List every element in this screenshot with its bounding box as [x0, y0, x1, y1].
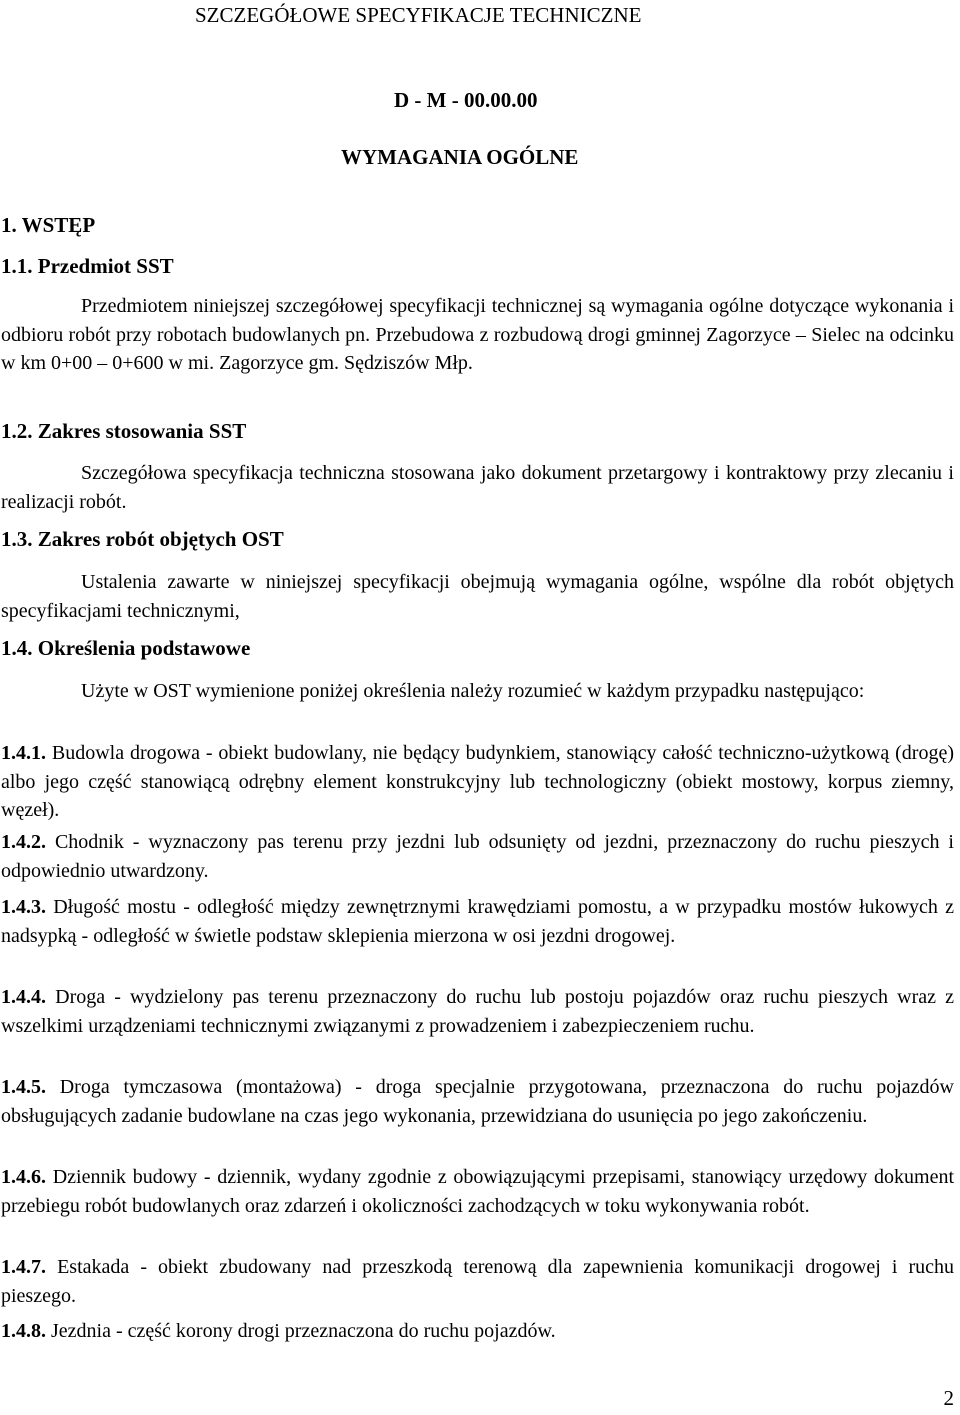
page-number: 2 — [943, 1386, 954, 1410]
definition-number: 1.4.6. — [1, 1166, 46, 1188]
definition-1-4-8 — [1, 1317, 954, 1346]
document-title: SZCZEGÓŁOWE SPECYFIKACJE TECHNICZNE — [195, 3, 642, 27]
section-heading-1-1: 1.1. Przedmiot SST — [1, 254, 174, 278]
definition-text: Budowla drogowa - obiekt budowlany, nie będący budynkiem, stanowiący całość techniczno-użytkową (drogę) albo jego część stanowiącą odrębny element konstrukcyjny lub technologiczny (obiekt mostowy, korpus ziemny, węzeł). — [1, 742, 954, 821]
definition-number: 1.4.3. — [1, 896, 46, 918]
definition-1-4-5 — [1, 1073, 954, 1130]
definition-number: 1.4.5. — [1, 1076, 46, 1098]
definition-number: 1.4.7. — [1, 1256, 46, 1278]
section-heading-1-2: 1.2. Zakres stosowania SST — [1, 419, 247, 443]
definition-text: Dziennik budowy - dziennik, wydany zgodnie z obowiązującymi przepisami, stanowiący urzędowy dokument przebiegu robót budowlanych oraz zdarzeń i okoliczności zachodzących w toku wykonywania robót. — [1, 1166, 954, 1217]
specification-code: D - M - 00.00.00 — [394, 88, 538, 112]
section-heading-1-4: 1.4. Określenia podstawowe — [1, 636, 251, 660]
section-heading-1-3: 1.3. Zakres robót objętych OST — [1, 527, 284, 551]
section-heading-introduction: 1. WSTĘP — [1, 213, 96, 237]
definition-text: Estakada - obiekt zbudowany nad przeszkodą terenową dla zapewnienia komunikacji drogowej i ruchu pieszego. — [1, 1256, 954, 1307]
definition-1-4-4 — [1, 983, 954, 1040]
section-text-1-1: Przedmiotem niniejszej szczegółowej specyfikacji technicznej są wymagania ogólne dotyczące wykonania i odbioru robót przy robotach budowlanych pn. Przebudowa z rozbudową drogi gminnej Zagorzyce – Sielec na odcinku w km 0+00 – 0+600 w mi. Zagorzyce gm. Sędziszów Młp. — [1, 295, 954, 374]
definition-1-4-3 — [1, 893, 954, 950]
document-subtitle: WYMAGANIA OGÓLNE — [341, 145, 579, 169]
section-text-1-3: Ustalenia zawarte w niniejszej specyfikacji obejmują wymagania ogólne, wspólne dla robót objętych specyfikacjami technicznymi, — [1, 571, 954, 622]
definition-text: Długość mostu - odległość między zewnętrznymi krawędziami pomostu, a w przypadku mostów łukowych z nadsypką - odległość w świetle podstaw sklepienia mierzona w osi jezdni drogowej. — [1, 896, 954, 947]
definition-text: Chodnik - wyznaczony pas terenu przy jezdni lub odsunięty od jezdni, przeznaczony do ruchu pieszych i odpowiednio utwardzony. — [1, 831, 954, 882]
definition-number: 1.4.4. — [1, 986, 46, 1008]
definition-1-4-7 — [1, 1253, 954, 1310]
section-text-1-4: Użyte w OST wymienione poniżej określenia należy rozumieć w każdym przypadku następująco: — [81, 680, 865, 702]
definition-text: Droga - wydzielony pas terenu przeznaczony do ruchu lub postoju pojazdów oraz ruchu pieszych wraz z wszelkimi urządzeniami technicznymi związanymi z prowadzeniem i zabezpieczeniem ruchu. — [1, 986, 954, 1037]
definition-number: 1.4.2. — [1, 831, 46, 853]
definition-text: Droga tymczasowa (montażowa) - droga specjalnie przygotowana, przeznaczona do ruchu pojazdów obsługujących zadanie budowlane na czas jego wykonania, przewidziana do usunięcia po jego zakończeniu. — [1, 1076, 954, 1127]
definition-1-4-2 — [1, 828, 954, 885]
definition-1-4-1 — [1, 739, 954, 825]
definition-number: 1.4.1. — [1, 742, 46, 764]
definition-text: Jezdnia - część korony drogi przeznaczona do ruchu pojazdów. — [46, 1320, 556, 1342]
section-text-1-2: Szczegółowa specyfikacja techniczna stosowana jako dokument przetargowy i kontraktowy przy zlecaniu i realizacji robót. — [1, 462, 954, 513]
definition-number: 1.4.8. — [1, 1320, 46, 1342]
definition-1-4-6 — [1, 1163, 954, 1220]
